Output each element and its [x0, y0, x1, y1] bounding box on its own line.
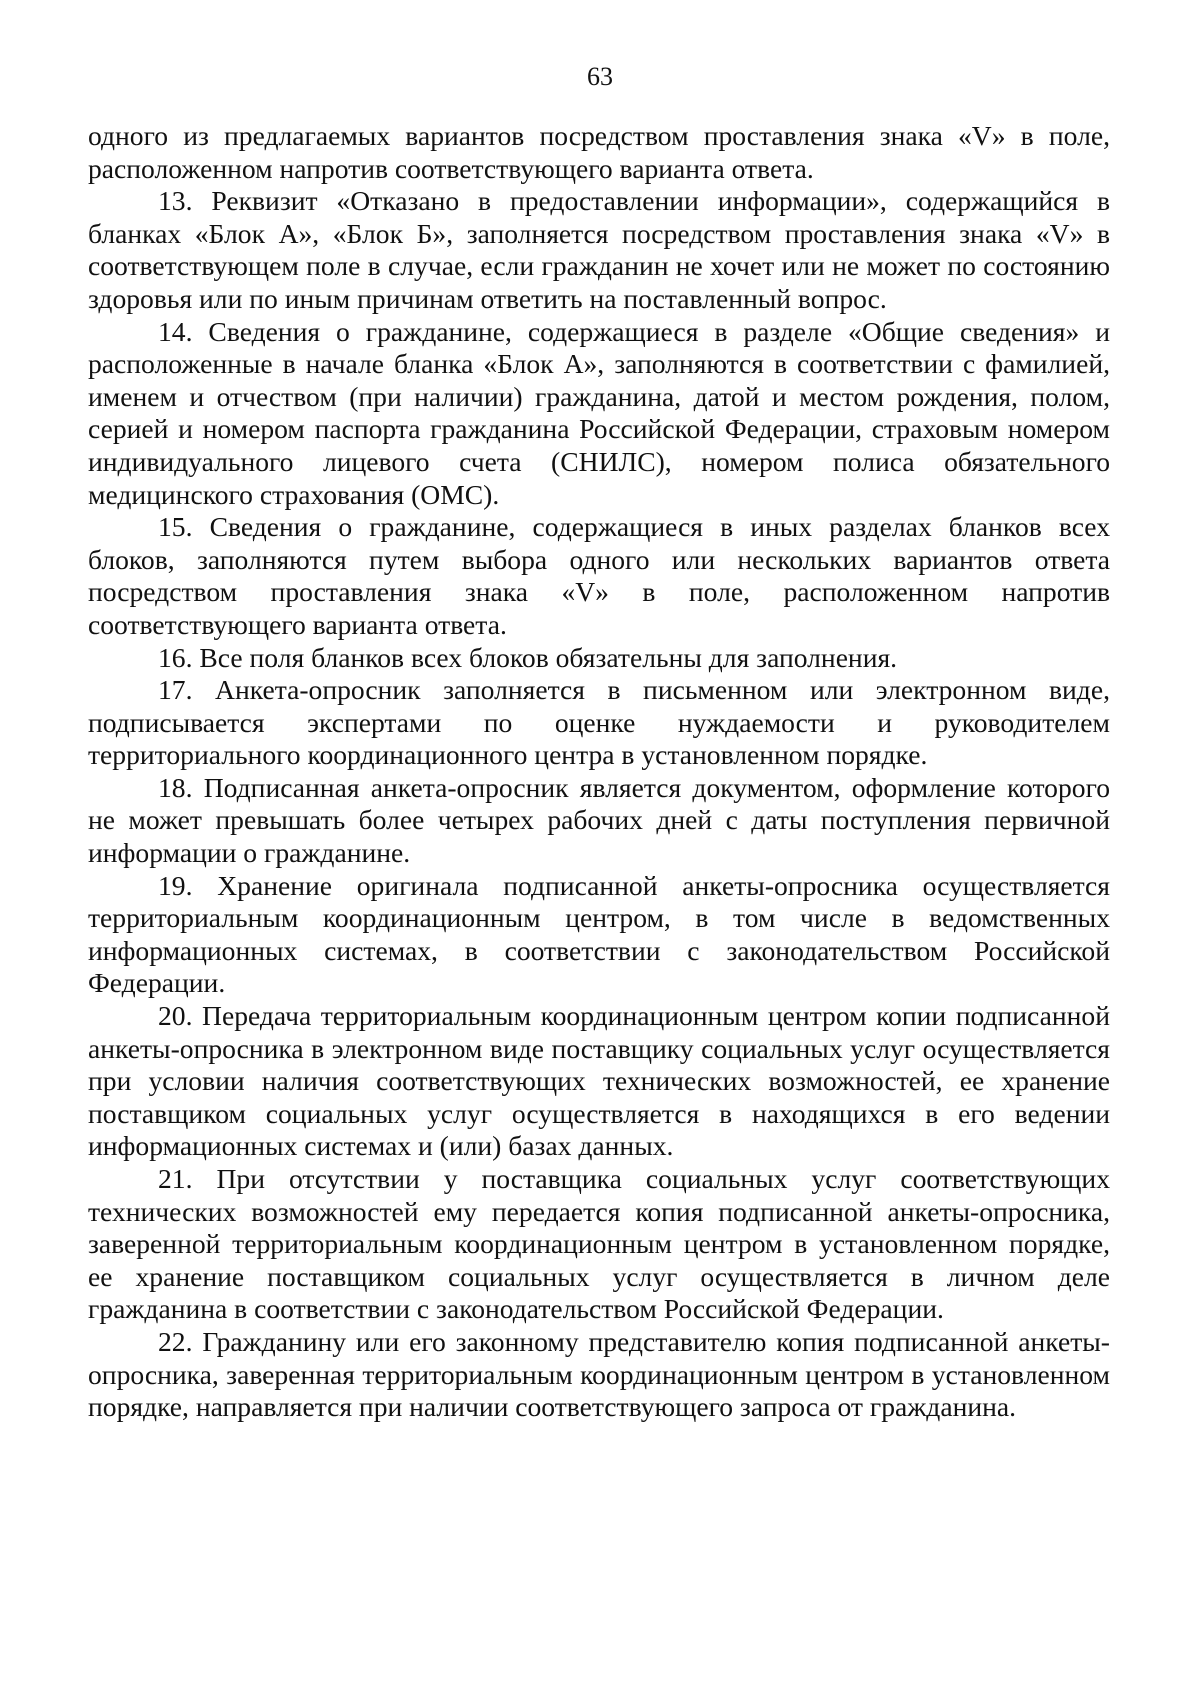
- paragraph-22: 22. Гражданину или его законному представителю копия подписанной анкеты-опросника, заверенная территориальным координационным центром в установленном порядке, направляется при наличии соответствующего запроса от гражданина.: [88, 1325, 1110, 1423]
- paragraph-continuation: одного из предлагаемых вариантов посредством проставления знака «V» в поле, расположенном напротив соответствующего варианта ответа.: [88, 120, 1110, 184]
- paragraph-15: 15. Сведения о гражданине, содержащиеся в иных разделах бланков всех блоков, заполняются путем выбора одного или нескольких вариантов ответа посредством проставления знака «V» в поле, расположенном напротив соответствующего варианта ответа.: [88, 511, 1110, 640]
- document-body: [88, 120, 1110, 1424]
- paragraph-16: 16. Все поля бланков всех блоков обязательны для заполнения.: [158, 641, 898, 673]
- paragraph-21: 21. При отсутствии у поставщика социальных услуг соответствующих технических возможностей ему передается копия подписанной анкеты-опросника, заверенной территориальным координационным центром в установленном порядке, ее хранение поставщиком социальных услуг осуществляется в личном деле гражданина в соответствии с законодательством Российской Федерации.: [88, 1163, 1110, 1325]
- paragraph-20: 20. Передача территориальным координационным центром копии подписанной анкеты-опросника в электронном виде поставщику социальных услуг осуществляется при условии наличия соответствующих технических возможностей, ее хранение поставщиком социальных услуг осуществляется в находящихся в его ведении информационных системах и (или) базах данных.: [88, 1000, 1110, 1162]
- paragraph-18: 18. Подписанная анкета-опросник является документом, оформление которого не может превышать более четырех рабочих дней с даты поступления первичной информации о гражданине.: [88, 771, 1110, 869]
- paragraph-19: 19. Хранение оригинала подписанной анкеты-опросника осуществляется территориальным координационным центром, в том числе в ведомственных информационных системах, в соответствии с законодательством Российской Федерации.: [88, 869, 1110, 999]
- paragraph-13: 13. Реквизит «Отказано в предоставлении информации», содержащийся в бланках «Блок А», «Блок Б», заполняется посредством проставления знака «V» в соответствующем поле в случае, если гражданин не хочет или не может по состоянию здоровья или по иным причинам ответить на поставленный вопрос.: [88, 185, 1110, 314]
- paragraph-17: 17. Анкета-опросник заполняется в письменном или электронном виде, подписывается экспертами по оценке нуждаемости и руководителем территориального координационного центра в установленном порядке.: [88, 674, 1110, 771]
- page-number: 63: [587, 62, 613, 91]
- paragraph-14: 14. Сведения о гражданине, содержащиеся в разделе «Общие сведения» и расположенные в начале бланка «Блок А», заполняются в соответствии с фамилией, именем и отчеством (при наличии) гражданина, датой и местом рождения, полом, серией и номером паспорта гражданина Российской Федерации, страховым номером индивидуального лицевого счета (СНИЛС), номером полиса обязательного медицинского страхования (ОМС).: [88, 315, 1110, 510]
